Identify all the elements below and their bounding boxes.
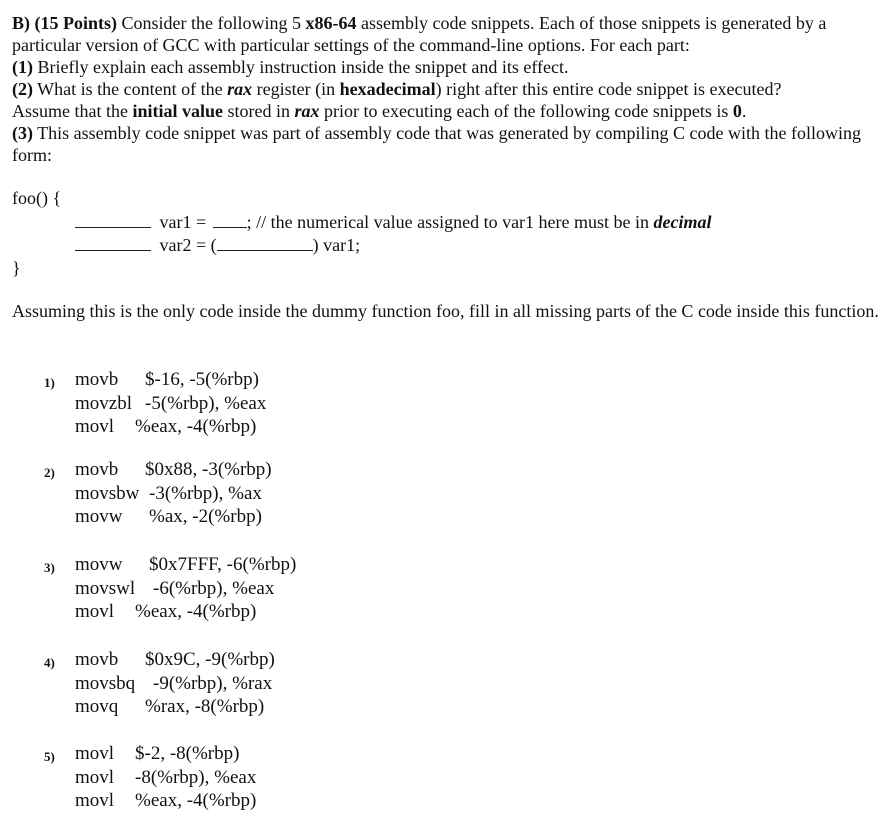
asm-line [75, 742, 256, 766]
asm-opcode: movb [75, 369, 119, 390]
assuming-text: Assuming this is the only code inside the dummy function foo, fill in all missing parts of the C code inside this function. [12, 301, 879, 321]
snippet-3 [75, 553, 296, 624]
asm-line [75, 553, 296, 577]
asm-operands: %ax, -2(%rbp) [149, 506, 262, 527]
asm-opcode: movw [75, 506, 123, 527]
snippet-number: 3) [44, 560, 55, 575]
asm-opcode: movsbw [75, 482, 140, 504]
c-var1-line: var1 = ; // the numerical value assigned to var1 here must be in decimal [75, 212, 712, 233]
type-blank-1[interactable] [75, 212, 151, 228]
asm-operands: $0x9C, -9(%rbp) [145, 649, 275, 670]
asm-opcode: movsbq [75, 672, 136, 694]
asm-line [75, 648, 275, 672]
asm-operands: %eax, -4(%rbp) [135, 790, 257, 811]
snippet-number: 4) [44, 655, 55, 670]
c-function-open: foo() { [12, 188, 62, 208]
asm-operands: -9(%rbp), %rax [153, 672, 273, 694]
question-intro [12, 12, 888, 166]
asm-opcode: movw [75, 554, 123, 575]
asm-opcode: movl [75, 790, 115, 811]
asm-operands: -8(%rbp), %eax [135, 766, 257, 788]
snippet-1 [75, 368, 266, 439]
snippet-2 [75, 458, 272, 529]
snippet-number: 5) [44, 749, 55, 764]
asm-opcode: movzbl [75, 392, 132, 414]
asm-opcode: movswl [75, 577, 136, 599]
asm-operands: %eax, -4(%rbp) [135, 601, 257, 622]
asm-line [75, 415, 266, 439]
asm-operands: -3(%rbp), %ax [149, 482, 262, 504]
asm-line [75, 577, 296, 601]
asm-opcode: movb [75, 459, 119, 480]
asm-line [75, 672, 275, 696]
asm-line [75, 392, 266, 416]
assumption-text: Assume that the initial value stored in rax prior to executing each of the following code snippets is 0. [12, 101, 747, 121]
asm-line [75, 789, 256, 813]
asm-opcode: movl [75, 416, 115, 437]
value-blank[interactable] [213, 212, 247, 228]
asm-opcode: movl [75, 743, 115, 764]
asm-line [75, 458, 272, 482]
snippet-5 [75, 742, 256, 813]
snippet-number: 1) [44, 375, 55, 390]
type-blank-2[interactable] [75, 235, 151, 251]
asm-opcode: movl [75, 601, 115, 622]
asm-opcode: movl [75, 766, 115, 788]
asm-line [75, 505, 272, 529]
asm-operands: -5(%rbp), %eax [145, 392, 267, 414]
asm-line [75, 368, 266, 392]
cast-blank[interactable] [217, 235, 313, 251]
asm-line [75, 695, 275, 719]
asm-operands: %eax, -4(%rbp) [135, 416, 257, 437]
snippet-number: 2) [44, 465, 55, 480]
asm-opcode: movb [75, 649, 119, 670]
asm-operands: %rax, -8(%rbp) [145, 696, 265, 717]
part-2-instruction: (2) What is the content of the rax register (in hexadecimal) right after this entire code snippet is executed? [12, 79, 782, 99]
asm-operands: $-16, -5(%rbp) [145, 369, 259, 390]
question-points: B) (15 Points) [12, 13, 117, 33]
asm-operands: $0x88, -3(%rbp) [145, 459, 272, 480]
c-function-close: } [12, 258, 21, 278]
asm-line [75, 482, 272, 506]
asm-line [75, 600, 296, 624]
part-1-instruction: (1) Briefly explain each assembly instruction inside the snippet and its effect. [12, 57, 569, 77]
part-3-instruction: (3) This assembly code snippet was part of assembly code that was generated by compiling C code with the following form: [12, 123, 861, 165]
question-header: B) (15 Points) Consider the following 5 x86-64 assembly code snippets. Each of those snippets is generated by a particular version of GCC with particular settings of the command-line options. For each part: [12, 13, 827, 55]
asm-operands: $-2, -8(%rbp) [135, 743, 240, 764]
snippet-4 [75, 648, 275, 719]
c-var2-line: var2 = ( ) var1; [75, 235, 360, 256]
asm-opcode: movq [75, 696, 119, 717]
asm-operands: $0x7FFF, -6(%rbp) [149, 554, 297, 575]
asm-operands: -6(%rbp), %eax [153, 577, 275, 599]
asm-line [75, 766, 256, 790]
